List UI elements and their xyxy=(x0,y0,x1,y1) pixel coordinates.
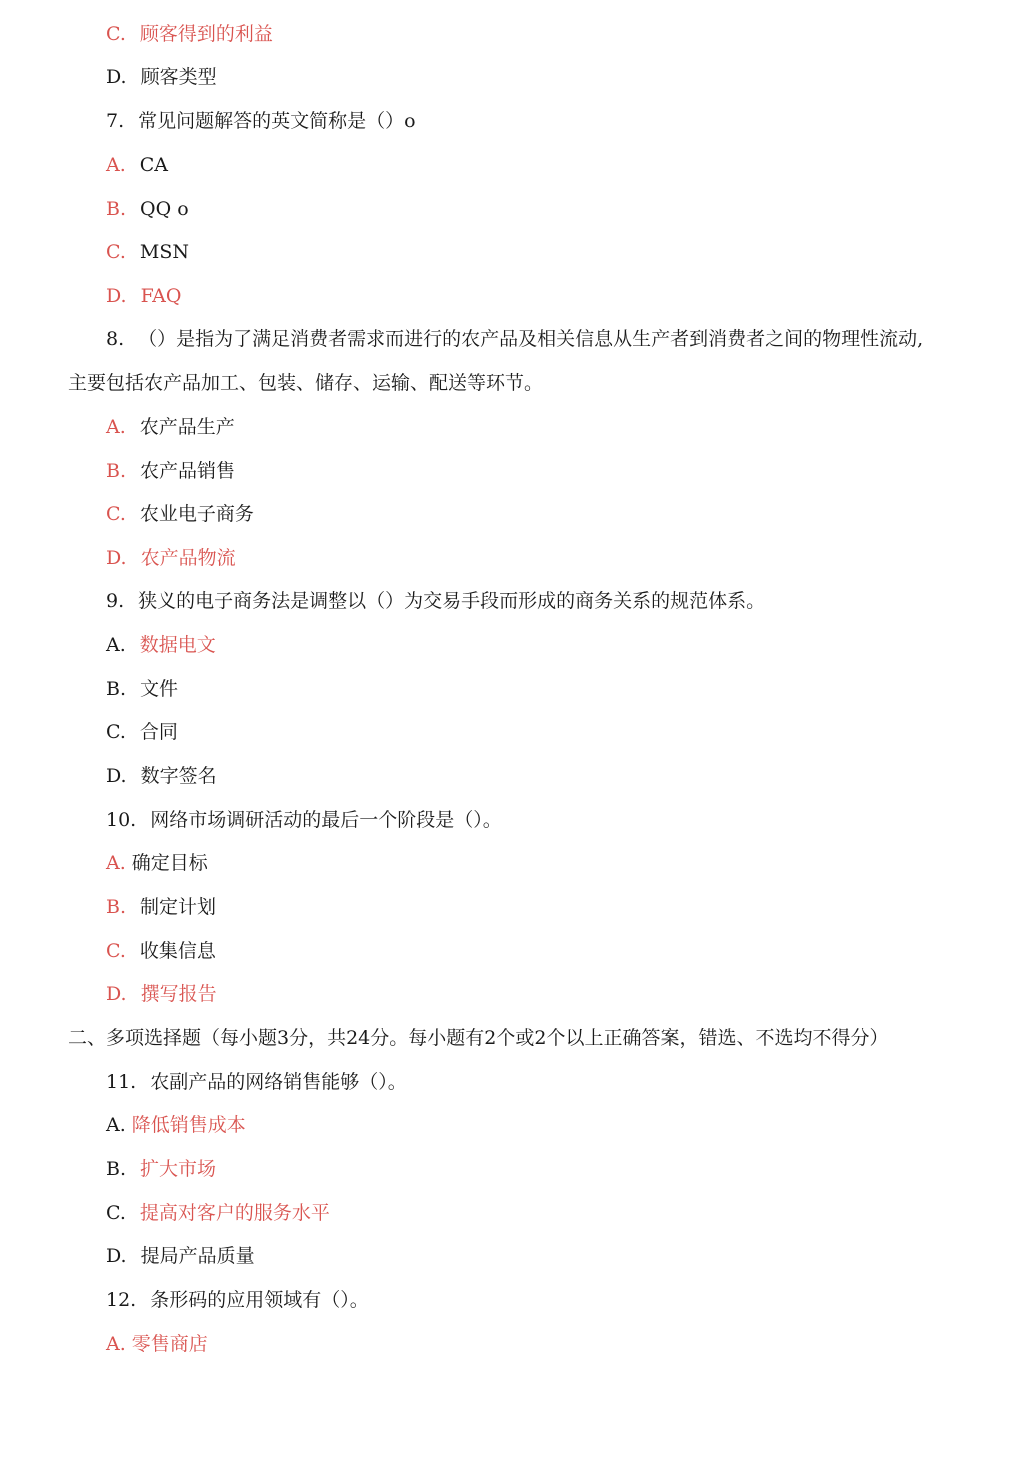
question-text: 网络市场调研活动的最后一个阶段是（）。 xyxy=(150,809,502,831)
option-label: C. xyxy=(106,23,126,45)
option-7b xyxy=(106,196,189,222)
option-label: A. xyxy=(106,416,126,438)
option-8a xyxy=(106,414,235,440)
option-label: C. xyxy=(106,1202,126,1224)
option-label: D. xyxy=(106,66,127,88)
option-text: 顾客类型 xyxy=(140,66,217,88)
option-text: 零售商店 xyxy=(131,1333,208,1355)
option-text: 扩大市场 xyxy=(140,1158,217,1180)
question-number: 12. xyxy=(106,1289,137,1311)
option-10d xyxy=(106,981,217,1007)
option-6d xyxy=(106,64,217,90)
option-9b xyxy=(106,676,178,702)
option-label: A. xyxy=(106,634,126,656)
option-8c xyxy=(106,501,254,527)
option-11b xyxy=(106,1156,216,1182)
option-label: C. xyxy=(106,940,126,962)
question-11 xyxy=(106,1069,407,1095)
option-label: D. xyxy=(106,1245,127,1267)
section-heading-text: 二、多项选择题（每小题3分，共24分。每小题有2个或2个以上正确答案，错选、不选均不得分） xyxy=(68,1027,889,1049)
option-label: B. xyxy=(106,198,127,220)
option-label: A. xyxy=(106,1114,126,1136)
option-label: A. xyxy=(106,852,126,874)
option-text: CA xyxy=(139,154,169,176)
question-12 xyxy=(106,1287,369,1313)
question-text: 条形码的应用领域有（）。 xyxy=(150,1289,369,1311)
option-text: 确定目标 xyxy=(131,852,208,874)
option-text: 数字签名 xyxy=(140,765,217,787)
question-text: 主要包括农产品加工、包装、储存、运输、配送等环节。 xyxy=(68,372,544,394)
option-text: 农产品销售 xyxy=(140,460,236,482)
option-7d xyxy=(106,283,181,309)
option-9d xyxy=(106,763,217,789)
question-text: （）是指为了满足消费者需求而进行的农产品及相关信息从生产者到消费者之间的物理性流动, xyxy=(138,328,924,350)
question-number: 11. xyxy=(106,1071,137,1093)
question-number: 7. xyxy=(106,110,125,132)
option-label: D. xyxy=(106,983,127,1005)
option-text: 制定计划 xyxy=(140,896,217,918)
option-text: 农产品生产 xyxy=(139,416,235,438)
option-text: 合同 xyxy=(139,721,178,743)
option-9a xyxy=(106,632,216,658)
section-heading-multiple-choice xyxy=(68,1025,888,1051)
option-text: MSN xyxy=(139,241,190,263)
question-number: 9. xyxy=(106,590,125,612)
option-label: D. xyxy=(106,285,127,307)
option-text: QQ o xyxy=(140,198,189,220)
option-11d xyxy=(106,1243,255,1269)
option-11c xyxy=(106,1200,330,1226)
question-7 xyxy=(106,108,416,134)
option-12a xyxy=(106,1331,208,1357)
option-label: D. xyxy=(106,547,127,569)
question-8 xyxy=(106,326,923,352)
option-7c xyxy=(106,239,189,265)
question-number: 10. xyxy=(106,809,137,831)
option-text: 顾客得到的利益 xyxy=(139,23,273,45)
option-10b xyxy=(106,894,216,920)
question-text: 农副产品的网络销售能够（）。 xyxy=(150,1071,407,1093)
question-8-continuation xyxy=(68,370,543,396)
question-text: 狭义的电子商务法是调整以（）为交易手段而形成的商务关系的规范体系。 xyxy=(138,590,766,612)
option-10a xyxy=(106,850,208,876)
option-text: 撰写报告 xyxy=(140,983,217,1005)
question-9 xyxy=(106,588,765,614)
option-text: 数据电文 xyxy=(139,634,216,656)
option-text: 农产品物流 xyxy=(140,547,236,569)
option-label: B. xyxy=(106,678,127,700)
option-label: A. xyxy=(106,154,126,176)
option-text: 降低销售成本 xyxy=(131,1114,246,1136)
question-number: 8. xyxy=(106,328,125,350)
option-text: 提局产品质量 xyxy=(140,1245,255,1267)
option-label: B. xyxy=(106,1158,127,1180)
option-9c xyxy=(106,719,178,745)
option-text: 文件 xyxy=(140,678,179,700)
option-label: B. xyxy=(106,460,127,482)
option-label: C. xyxy=(106,503,126,525)
option-7a xyxy=(106,152,168,178)
option-label: A. xyxy=(106,1333,126,1355)
option-6c xyxy=(106,21,273,47)
option-10c xyxy=(106,938,216,964)
option-label: C. xyxy=(106,241,126,263)
option-label: D. xyxy=(106,765,127,787)
option-text: FAQ xyxy=(140,285,182,307)
question-text: 常见问题解答的英文简称是（）o xyxy=(138,110,416,132)
option-label: B. xyxy=(106,896,127,918)
option-text: 收集信息 xyxy=(139,940,216,962)
option-8d xyxy=(106,545,236,571)
option-label: C. xyxy=(106,721,126,743)
question-10 xyxy=(106,807,502,833)
option-text: 农业电子商务 xyxy=(139,503,254,525)
option-text: 提高对客户的服务水平 xyxy=(139,1202,330,1224)
option-8b xyxy=(106,458,235,484)
option-11a xyxy=(106,1112,246,1138)
